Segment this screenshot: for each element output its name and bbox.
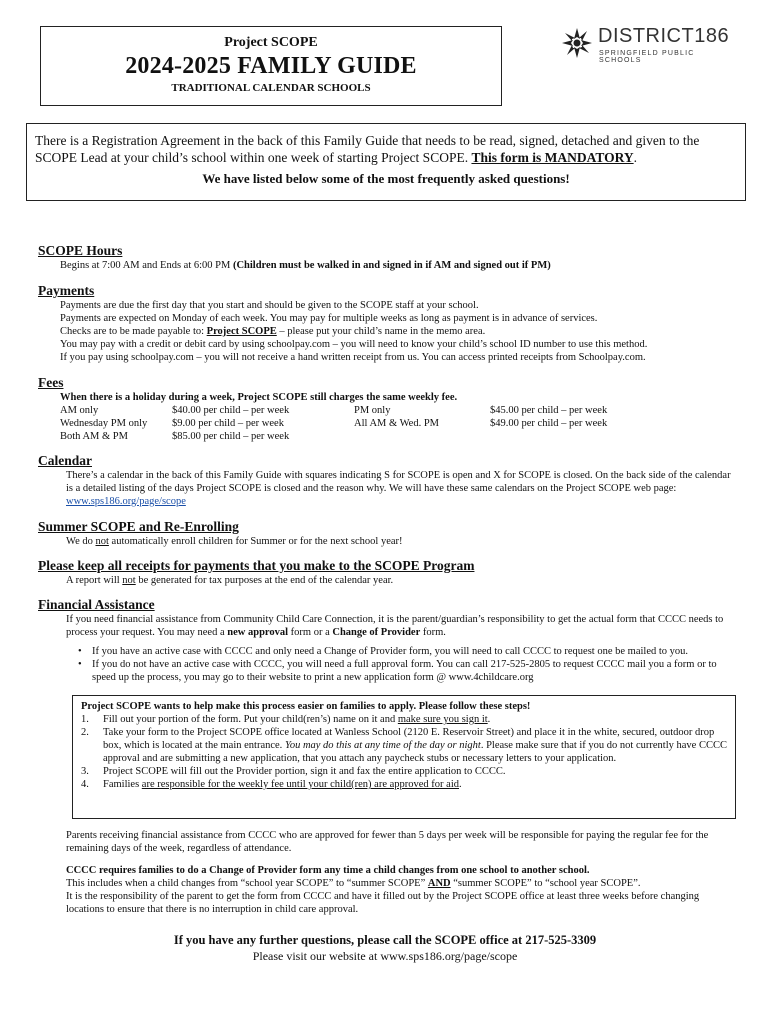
change-of-provider-label: Change of Provider: [332, 627, 421, 638]
section-calendar: [38, 453, 738, 508]
calendar-body: There’s a calendar in the back of this Family Guide with squares indicating S for SCOPE is open and X for SCOPE is closed. On the back side of the calendar is a detailed listing of the days Project SCOPE is closed and the reason why. We will have these same calendars on the Project SCOPE web page:: [66, 470, 731, 494]
summer-heading: Summer SCOPE and Re-Enrolling: [38, 519, 239, 534]
fee-amount: $85.00 per child – per week: [172, 431, 290, 442]
application-steps-box: [72, 695, 736, 819]
payments-heading: Payments: [38, 283, 95, 298]
payments-line: If you pay using schoolpay.com – you will not receive a hand written receipt from us. You can access printed receipts from Schoolpay.com.: [60, 352, 646, 363]
receipts-text: [38, 574, 738, 587]
step4-pre: Families: [103, 779, 142, 790]
assistance-intro-pre: If you need financial assistance from Community Child Care Connection, it is the parent/guardian’s responsibility to get the actual form that CCCC needs to process your request. You may need a: [66, 614, 724, 638]
section-fees: [38, 375, 738, 443]
summer-text: [38, 535, 738, 548]
step-number: 1.: [81, 714, 89, 725]
section-financial-assistance: [38, 597, 738, 684]
step1-post: .: [487, 714, 491, 725]
step4-responsibility: are responsible for the weekly fee until your child(ren) are approved for aid: [141, 779, 459, 790]
change-pre: This includes when a child changes from “school year SCOPE” to “summer SCOPE”: [66, 878, 428, 889]
change-provider-detail: [38, 877, 738, 890]
step-number: 4.: [81, 779, 89, 790]
notice-body: There is a Registration Agreement in the back of this Family Guide that needs to be read, signed, detached and given to the SCOPE Lead at your child’s school within one week of starting Project SCOPE.: [35, 133, 700, 165]
assistance-intro-mid: form or a: [288, 627, 333, 638]
title-box: [40, 26, 502, 106]
step2-post: . Please make sure that if you do not currently have CCCC approval and are submitting a new application, that you attach any paycheck stubs or necessary letters to your application.: [103, 740, 727, 764]
summer-post: automatically enroll children for Summer or for the next school year!: [108, 536, 403, 547]
logo-name: DISTRICT186: [598, 25, 730, 47]
registration-notice: [26, 123, 746, 201]
change-provider-rule: CCCC requires families to do a Change of Provider form any time a child changes from one school to another school.: [66, 865, 590, 876]
step-text: [103, 778, 462, 791]
website-line: Please visit our website at www.sps186.org/page/scope: [252, 949, 518, 963]
receipts-heading: Please keep all receipts for payments that you make to the SCOPE Program: [38, 558, 475, 573]
mandatory-label: This form is MANDATORY: [471, 150, 634, 165]
payments-line: Payments are due the first day that you start and should be given to the SCOPE staff at your school.: [60, 300, 479, 311]
district-logo: [560, 22, 740, 72]
assistance-intro-post: form.: [420, 627, 446, 638]
summer-pre: We do: [66, 536, 96, 547]
hours-rule: (Children must be walked in and signed in if AM and signed out if PM): [232, 260, 551, 271]
change-and: AND: [427, 878, 451, 889]
calendar-text: [38, 469, 738, 508]
steps-title: Project SCOPE wants to help make this process easier on families to apply. Please follow these steps!: [81, 701, 531, 712]
notice-period: .: [633, 150, 637, 165]
fee-label: AM only: [60, 405, 99, 416]
step-item: [81, 726, 727, 765]
faq-intro: We have listed below some of the most frequently asked questions!: [202, 171, 570, 186]
assistance-heading: Financial Assistance: [38, 597, 155, 612]
partial-week-note: Parents receiving financial assistance from CCCC who are approved for fewer than 5 days per week will be responsible for paying the regular fee for the remaining days of the week, regardless of attendance.: [66, 830, 709, 854]
list-item: • If you have an active case with CCCC and only need a Change of Provider form, you will need to call CCCC to request one be mailed to you.: [78, 645, 738, 658]
step-text: Project SCOPE will fill out the Provider portion, sign it and fax the entire application to CCCC.: [103, 766, 506, 777]
fee-label: [354, 430, 490, 443]
assistance-bullets: [38, 645, 738, 684]
receipts-not: not: [122, 575, 136, 586]
fee-amount: $49.00 per child – per week: [490, 418, 608, 429]
change-post: “summer SCOPE” to “school year SCOPE”.: [450, 878, 641, 889]
calendar-heading: Calendar: [38, 453, 92, 468]
list-item: • If you do not have an active case with CCCC, you will need a full approval form. You can call 217-525-2805 to request CCCC mail you a form or to speed up the process, you may go to their website to print a new application form @ www.4childcare.org: [78, 658, 738, 684]
payments-line: Payments are expected on Monday of each week. You may pay for multiple weeks as long as payment is in advance of services.: [60, 313, 598, 324]
fees-note: When there is a holiday during a week, Project SCOPE still charges the same weekly fee.: [60, 392, 458, 403]
fee-amount: $40.00 per child – per week: [172, 405, 290, 416]
hours-text: [38, 259, 738, 272]
fee-label: Both AM & PM: [60, 431, 128, 442]
fee-amount: $9.00 per child – per week: [172, 418, 284, 429]
summer-not: not: [95, 536, 109, 547]
assistance-intro: [38, 613, 738, 639]
step-text: [103, 713, 490, 726]
step1-sign: make sure you sign it: [397, 714, 488, 725]
logo-tagline: SPRINGFIELD PUBLIC SCHOOLS: [599, 50, 695, 64]
payments-line: You may pay with a credit or debit card by using schoolpay.com – you will need to know your child’s school ID number to use this method.: [60, 339, 648, 350]
step-text: [103, 726, 727, 765]
checks-pre: Checks are to be made payable to:: [60, 326, 207, 337]
step4-post: .: [459, 779, 462, 790]
document-title: 2024-2025 FAMILY GUIDE: [125, 53, 417, 79]
payments-checks: [38, 325, 738, 338]
hours-times: Begins at 7:00 AM and Ends at 6:00 PM: [60, 260, 233, 271]
parent-responsibility-note: It is the responsibility of the parent to get the form from CCCC and have it filled out by the Project SCOPE office at least three weeks before changing locations to ensure that there is no interruption in child care approval.: [66, 891, 700, 915]
fee-label: Wednesday PM only: [60, 418, 148, 429]
document-subtitle: Project SCOPE: [224, 35, 318, 50]
fee-label: All AM & Wed. PM: [354, 418, 440, 429]
step2-anytime: You may do this at any time of the day or night: [284, 740, 481, 751]
section-summer: [38, 519, 738, 548]
new-approval-label: new approval: [227, 627, 289, 638]
receipts-post: be generated for tax purposes at the end of the calendar year.: [135, 575, 394, 586]
fees-table: [38, 404, 738, 443]
hours-heading: SCOPE Hours: [38, 243, 123, 258]
section-payments: [38, 283, 738, 364]
checks-post: – please put your child’s name in the memo area.: [276, 326, 486, 337]
step-item: [81, 713, 727, 726]
fees-heading: Fees: [38, 375, 64, 390]
star-burst-icon: [560, 26, 594, 60]
fee-amount: $45.00 per child – per week: [490, 405, 608, 416]
step1-pre: Fill out your portion of the form. Put your child(ren’s) name on it and: [103, 714, 398, 725]
section-hours: [38, 243, 738, 272]
step-item: [81, 765, 727, 778]
section-assistance-notes: [38, 829, 738, 916]
step-number: 3.: [81, 766, 89, 777]
fee-amount: [490, 430, 650, 443]
section-receipts: [38, 558, 738, 587]
calendar-type: TRADITIONAL CALENDAR SCHOOLS: [171, 82, 371, 94]
notice-text: [35, 132, 737, 166]
questions-line: If you have any further questions, please call the SCOPE office at 217-525-3309: [173, 933, 597, 947]
step2-pre: Take your form to the Project SCOPE office located at Wanless School (2120 E. Reservoir Street) and place it in the white, secured, outdoor drop box, which is located at the main entrance.: [103, 727, 715, 751]
scope-webpage-link[interactable]: www.sps186.org/page/scope: [66, 496, 186, 507]
step-number: 2.: [81, 727, 89, 738]
checks-payee: Project SCOPE: [206, 326, 277, 337]
step-item: [81, 778, 727, 791]
receipts-pre: A report will: [66, 575, 123, 586]
fee-label: PM only: [354, 405, 391, 416]
